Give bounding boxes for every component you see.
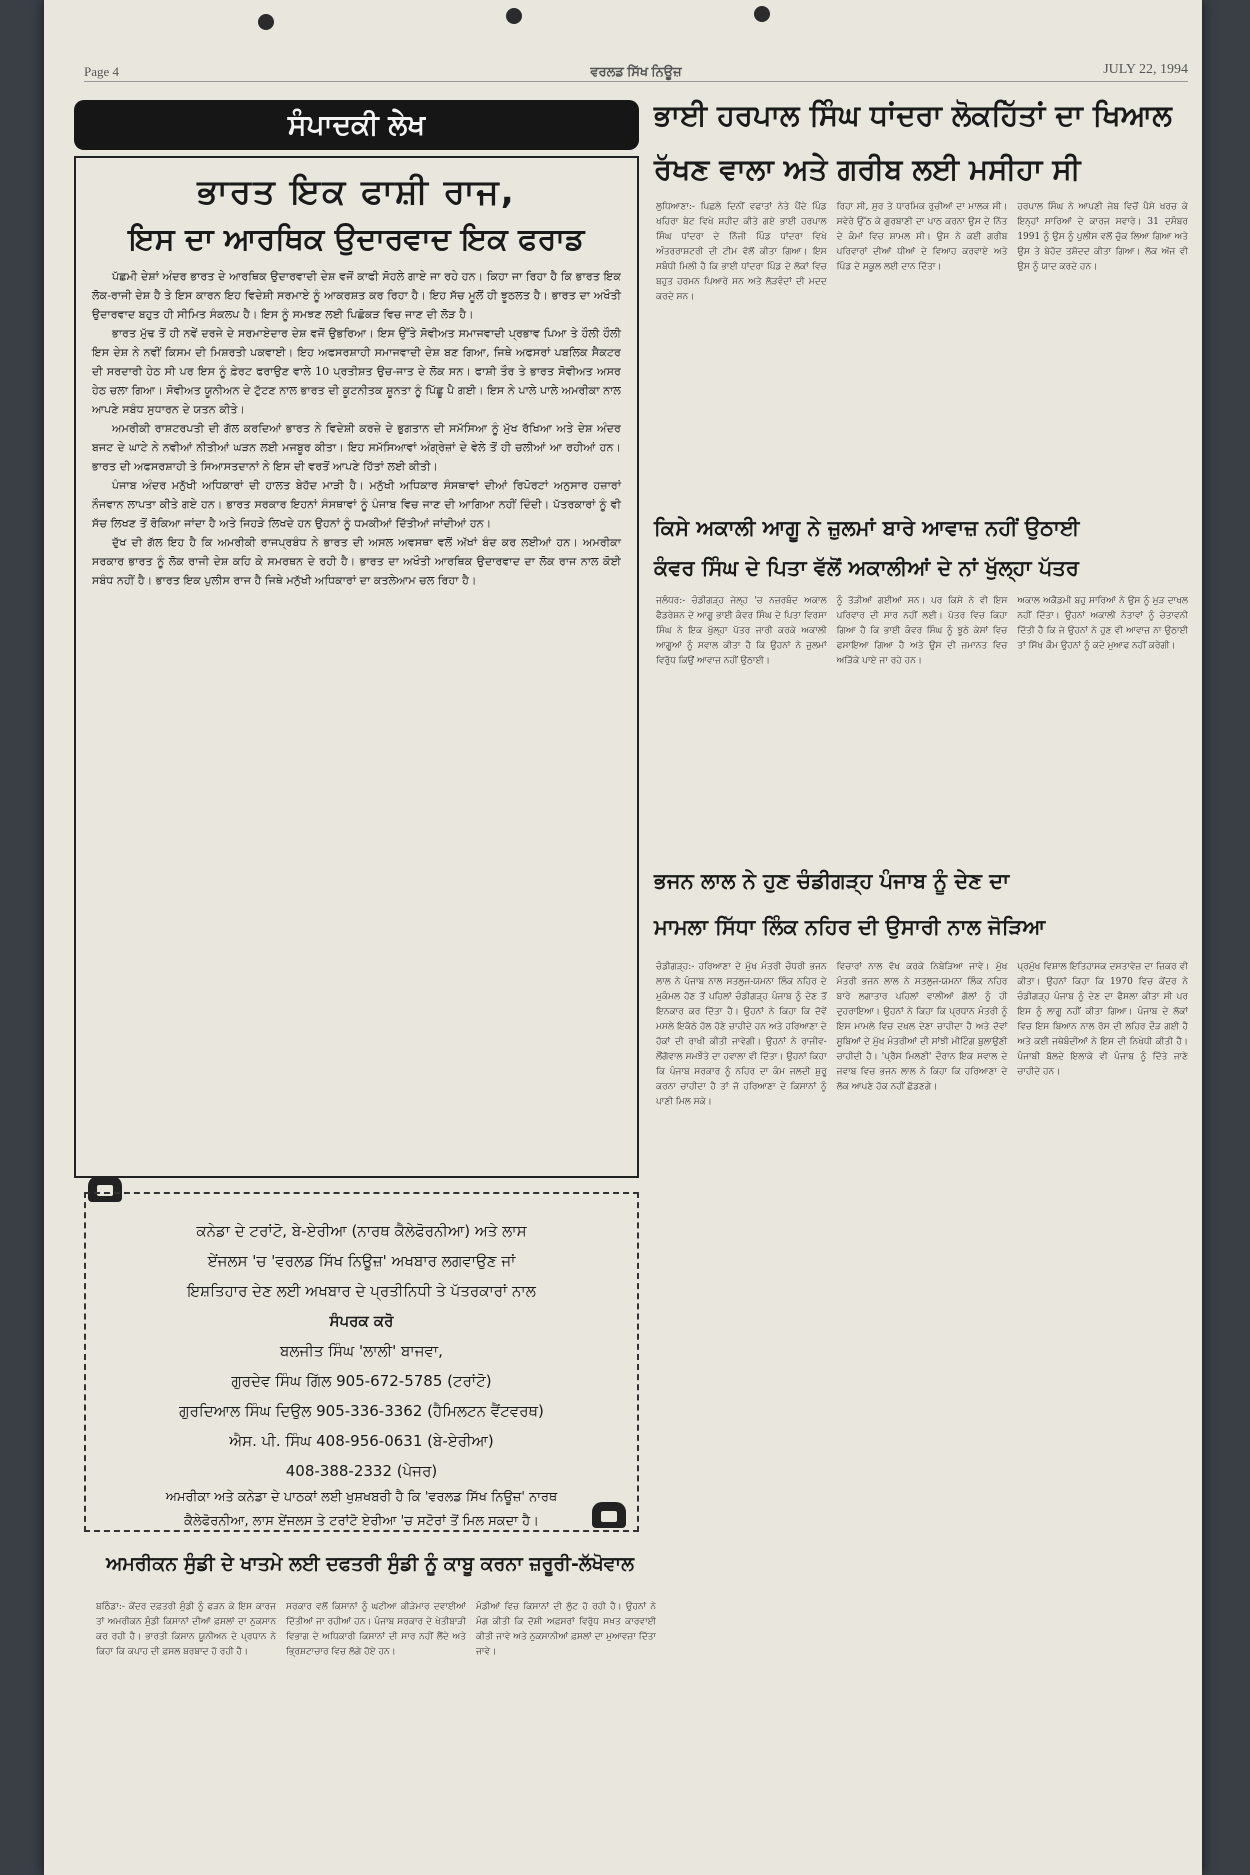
contact-note: ਕੈਲੇਫੋਰਨੀਆ, ਲਾਸ ਏਂਜਲਸ ਤੇ ਟਰਾਂਟੋ ਏਰੀਆ 'ਚ ਸਟੋਰਾਂ ਤੋਂ ਮਿਲ ਸਕਦਾ ਹੈ। [184, 1514, 539, 1529]
contact-phone: 408-388-2332 (ਪੇਜਰ) [285, 1462, 438, 1480]
editorial-paragraph: ਭਾਰਤ ਮੁੱਢ ਤੋਂ ਹੀ ਨਵੇਂ ਦਰਜੇ ਦੇ ਸਰਮਾਏਦਾਰ ਦੇਸ਼ ਵਜੋਂ ਉਭਰਿਆ। ਇਸ ਉੱਤੇ ਸੋਵੀਅਤ ਸਮਾਜਵਾਦੀ ਪ੍ਰਭਾਵ ਪਿਆ ਤੇ ਹੌਲੀ ਹੌਲੀ ਇਸ ਦੇਸ਼ ਨੇ ਨਵੀਂ ਕਿਸਮ ਦੀ ਮਿਸ਼ਰਤੀ ਪਕਵਾਈ। ਇਹ ਅਫਸਰਸ਼ਾਹੀ ਸਮਾਜਵਾਦੀ ਦੇਸ਼ ਬਣ ਗਿਆ, ਜਿਥੇ ਅਫਸਰਾਂ ਪਬਲਿਕ ਸੈਕਟਰ ਦੀ ਸਰਦਾਰੀ ਹੇਠ ਸੀ ਪਰ ਇਸ ਨੂੰ ਫ਼ੇਰਟ ਫਰਾਉਣ ਵਾਲੇ 10 ਪ੍ਰਤੀਸ਼ਤ ਉਚ-ਜਾਤ ਦੇ ਲੋਕ ਸਨ। ਫਾਸ਼ੀ ਤੌਰ ਤੇ ਭਾਰਤ ਸੋਵੀਅਤ ਅਸਰ ਹੇਠ ਚਲਾ ਗਿਆ। ਸੋਵੀਅਤ ਯੂਨੀਅਨ ਦੇ ਟੁੱਟਣ ਨਾਲ ਭਾਰਤ ਦੀ ਕੂਟਨੀਤਕ ਸ਼ੂਨਤਾ ਨੂੰ ਪਿੱਛੂ ਪੈ ਗਈ। ਇਸ ਨੇ ਪਾਲੇ ਪਾਲੇ ਅਮਰੀਕਾ ਨਾਲ ਆਪਣੇ ਸਬੰਧ ਸੁਧਾਰਨ ਦੇ ਯਤਨ ਕੀਤੇ। [92, 327, 621, 416]
editorial-title: ਭਾਰਤ ਇਕ ਫਾਸ਼ੀ ਰਾਜ, [197, 172, 516, 212]
page-folio [84, 60, 1188, 82]
headline-line: ਰੱਖਣ ਵਾਲਾ ਅਤੇ ਗਰੀਬ ਲਈ ਮਸੀਹਾ ਸੀ [654, 152, 1081, 186]
story-column: ਲੁਧਿਆਣਾ:- ਪਿਛਲੇ ਦਿਨੀਂ ਵਫਾਤਾਂ ਨੇਤੇ ਪੈਂਦੇ ਪਿੰਡ ਖਹਿਰਾ ਬੇਟ ਵਿਖੇ ਸ਼ਹੀਦ ਕੀਤੇ ਗਏ ਭਾਈ ਹਰਪਾਲ ਸਿੰਘ ਧਾਂਦਰਾ ਦੇ ਨਿੱਜੀ ਪਿੰਡ ਧਾਂਦਰਾ ਵਿਖੇ ਅੰਤਰਰਾਸ਼ਟਰੀ ਦੀ ਟੀਮ ਵੱਲੋਂ ਕੀਤਾ ਗਿਆ। ਇਸ ਸਬੰਧੀ ਮਿਲੀ ਹੈ ਕਿ ਭਾਈ ਧਾਂਦਰਾ ਪਿੰਡ ਦੇ ਲੋਕਾਂ ਵਿਚ ਬਹੁਤ ਹਰਮਨ ਪਿਆਰੇ ਸਨ ਅਤੇ ਲੋੜਵੰਦਾਂ ਦੀ ਮਦਦ ਕਰਦੇ ਸਨ। [656, 202, 827, 302]
contact-line: ਇਸ਼ਤਿਹਾਰ ਦੇਣ ਲਈ ਅਖਬਾਰ ਦੇ ਪ੍ਰਤੀਨਿਧੀ ਤੇ ਪੱਤਰਕਾਰਾਂ ਨਾਲ [187, 1282, 536, 1300]
headline-line: ਭਜਨ ਲਾਲ ਨੇ ਹੁਣ ਚੰਡੀਗੜ੍ਹ ਪੰਜਾਬ ਨੂੰ ਦੇਣ ਦਾ [654, 869, 1010, 893]
editorial-paragraph: ਪੰਜਾਬ ਅੰਦਰ ਮਨੁੱਖੀ ਅਧਿਕਾਰਾਂ ਦੀ ਹਾਲਤ ਬੇਹੱਦ ਮਾੜੀ ਹੈ। ਮਨੁੱਖੀ ਅਧਿਕਾਰ ਸੰਸਥਾਵਾਂ ਦੀਆਂ ਰਿਪੋਰਟਾਂ ਅਨੁਸਾਰ ਹਜ਼ਾਰਾਂ ਨੌਜਵਾਨ ਲਾਪਤਾ ਕੀਤੇ ਗਏ ਹਨ। ਭਾਰਤ ਸਰਕਾਰ ਇਹਨਾਂ ਸੰਸਥਾਵਾਂ ਨੂੰ ਪੰਜਾਬ ਵਿਚ ਜਾਣ ਦੀ ਆਗਿਆ ਨਹੀਂ ਦਿੰਦੀ। ਪੱਤਰਕਾਰਾਂ ਨੂੰ ਵੀ ਸੱਚ ਲਿਖਣ ਤੋਂ ਰੋਕਿਆ ਜਾਂਦਾ ਹੈ ਅਤੇ ਜਿਹੜੇ ਲਿਖਦੇ ਹਨ ਉਹਨਾਂ ਨੂੰ ਧਮਕੀਆਂ ਦਿੱਤੀਆਂ ਜਾਂਦੀਆਂ ਹਨ। [92, 479, 621, 530]
contact-line: ਕਨੇਡਾ ਦੇ ਟਰਾਂਟੋ, ਬੇ-ਏਰੀਆ (ਨਾਰਥ ਕੈਲੇਫੋਰਨੀਆ) ਅਤੇ ਲਾਸ [196, 1222, 527, 1240]
contact-heading: ਸੰਪਰਕ ਕਰੋ [329, 1312, 394, 1330]
contact-note: ਅਮਰੀਕਾ ਅਤੇ ਕਨੇਡਾ ਦੇ ਪਾਠਕਾਂ ਲਈ ਖੁਸ਼ਖਬਰੀ ਹੈ ਕਿ 'ਵਰਲਡ ਸਿੱਖ ਨਿਊਜ਼' ਨਾਰਥ [165, 1490, 558, 1505]
issue-date: JULY 22, 1994 [1103, 62, 1188, 77]
story-headline [654, 508, 1194, 588]
contact-name: ਬਲਜੀਤ ਸਿੰਘ 'ਲਾਲੀ' ਬਾਜਵਾ, [280, 1342, 443, 1360]
story-column: ਰਿਹਾ ਸੀ, ਸੁਰ ਤੇ ਧਾਰਮਿਕ ਰੁਚੀਆਂ ਦਾ ਮਾਲਕ ਸੀ। ਸਵੇਰੇ ਉੱਠ ਕੇ ਗੁਰਬਾਣੀ ਦਾ ਪਾਠ ਕਰਨਾ ਉਸ ਦੇ ਨਿੱਤ ਦੇ ਕੰਮਾਂ ਵਿਚ ਸ਼ਾਮਲ ਸੀ। ਉਸ ਨੇ ਕਈ ਗਰੀਬ ਪਰਿਵਾਰਾਂ ਦੀਆਂ ਧੀਆਂ ਦੇ ਵਿਆਹ ਕਰਵਾਏ ਅਤੇ ਪਿੰਡ ਦੇ ਸਕੂਲ ਲਈ ਦਾਨ ਦਿੱਤਾ। [836, 202, 1008, 272]
story-column: ਜਲੰਧਰ:- ਚੰਡੀਗੜ੍ਹ ਜੇਲ੍ਹ 'ਚ ਨਜ਼ਰਬੰਦ ਅਕਾਲ ਫੈਡਰੇਸ਼ਨ ਦੇ ਆਗੂ ਭਾਈ ਕੰਵਰ ਸਿੰਘ ਦੇ ਪਿਤਾ ਵਿਰਸਾ ਸਿੰਘ ਨੇ ਇਕ ਖੁੱਲ੍ਹਾ ਪੱਤਰ ਜਾਰੀ ਕਰਕੇ ਅਕਾਲੀ ਆਗੂਆਂ ਨੂੰ ਸਵਾਲ ਕੀਤਾ ਹੈ ਕਿ ਉਹਨਾਂ ਨੇ ਜ਼ੁਲਮਾਂ ਵਿਰੁੱਧ ਕਿਉਂ ਆਵਾਜ਼ ਨਹੀਂ ਉਠਾਈ। [656, 596, 827, 666]
editorial-paragraph: ਦੁੱਖ ਦੀ ਗੱਲ ਇਹ ਹੈ ਕਿ ਅਮਰੀਕੀ ਰਾਜਪ੍ਰਬੰਧ ਨੇ ਭਾਰਤ ਦੀ ਅਸਲ ਅਵਸਥਾ ਵਲੋਂ ਅੱਖਾਂ ਬੰਦ ਕਰ ਲਈਆਂ ਹਨ। ਅਮਰੀਕਾ ਸਰਕਾਰ ਭਾਰਤ ਨੂੰ ਲੋਕ ਰਾਜੀ ਦੇਸ਼ ਕਹਿ ਕੇ ਸਮਰਥਨ ਦੇ ਰਹੀ ਹੈ। ਭਾਰਤ ਦਾ ਅਖੌਤੀ ਆਰਥਿਕ ਉਦਾਰਵਾਦ ਦਾ ਲੋਕ ਰਾਜ ਨਾਲ ਕੋਈ ਸਬੰਧ ਨਹੀਂ ਹੈ। ਭਾਰਤ ਇਕ ਪੁਲੀਸ ਰਾਜ ਹੈ ਜਿਥੇ ਮਨੁੱਖੀ ਅਧਿਕਾਰਾਂ ਦਾ ਕਤਲੇਆਮ ਚਲ ਰਿਹਾ ਹੈ। [92, 536, 621, 587]
newspaper-page [44, 0, 1202, 1875]
story-column: ਪ੍ਰਮੁੱਖ ਵਿਸ਼ਾਲ ਇਤਿਹਾਸਕ ਦਸਤਾਵੇਜ਼ ਦਾ ਜ਼ਿਕਰ ਵੀ ਕੀਤਾ। ਉਹਨਾਂ ਕਿਹਾ ਕਿ 1970 ਵਿਚ ਕੇਂਦਰ ਨੇ ਚੰਡੀਗੜ੍ਹ ਪੰਜਾਬ ਨੂੰ ਦੇਣ ਦਾ ਫੈਸਲਾ ਕੀਤਾ ਸੀ ਪਰ ਇਸ ਨੂੰ ਲਾਗੂ ਨਹੀਂ ਕੀਤਾ ਗਿਆ। ਪੰਜਾਬ ਦੇ ਲੋਕਾਂ ਵਿਚ ਇਸ ਬਿਆਨ ਨਾਲ ਰੋਸ ਦੀ ਲਹਿਰ ਦੌੜ ਗਈ ਹੈ ਅਤੇ ਕਈ ਜਥੇਬੰਦੀਆਂ ਨੇ ਇਸ ਦੀ ਨਿਖੇਧੀ ਕੀਤੀ ਹੈ। ਪੰਜਾਬੀ ਬੋਲਦੇ ਇਲਾਕੇ ਵੀ ਪੰਜਾਬ ਨੂੰ ਦਿੱਤੇ ਜਾਣੇ ਚਾਹੀਦੇ ਹਨ। [1017, 962, 1188, 1077]
story-column: ਹਰਪਾਲ ਸਿੰਘ ਨੇ ਆਪਣੀ ਜੇਬ ਵਿਚੋਂ ਪੈਸੇ ਖਰਚ ਕੇ ਇਨ੍ਹਾਂ ਸਾਰਿਆਂ ਦੇ ਕਾਰਜ ਸਵਾਰੇ। 31 ਦਸੰਬਰ 1991 ਨੂੰ ਉਸ ਨੂੰ ਪੁਲੀਸ ਵਲੋਂ ਚੁੱਕ ਲਿਆ ਗਿਆ ਅਤੇ ਉਸ ਤੇ ਬੇਹੱਦ ਤਸ਼ੱਦਦ ਕੀਤਾ ਗਿਆ। ਲੋਕ ਅੱਜ ਵੀ ਉਸ ਨੂੰ ਯਾਦ ਕਰਦੇ ਹਨ। [1017, 202, 1188, 272]
contact-line: ਏਂਜਲਸ 'ਚ 'ਵਰਲਡ ਸਿੱਖ ਨਿਊਜ਼' ਅਖਬਾਰ ਲਗਵਾਉਣ ਜਾਂ [207, 1252, 516, 1270]
masthead: ਵਰਲਡ ਸਿੱਖ ਨਿਊਜ਼ [590, 64, 682, 79]
story-column: ਨੂੰ ਤੋੜੀਆਂ ਗਈਆਂ ਸਨ। ਪਰ ਕਿਸੇ ਨੇ ਵੀ ਇਸ ਪਰਿਵਾਰ ਦੀ ਸਾਰ ਨਹੀਂ ਲਈ। ਪੱਤਰ ਵਿਚ ਕਿਹਾ ਗਿਆ ਹੈ ਕਿ ਭਾਈ ਕੰਵਰ ਸਿੰਘ ਨੂੰ ਝੂਠੇ ਕੇਸਾਂ ਵਿਚ ਫਸਾਇਆ ਗਿਆ ਹੈ ਅਤੇ ਉਸ ਦੀ ਜ਼ਮਾਨਤ ਵਿਚ ਅੜਿੱਕੇ ਪਾਏ ਜਾ ਰਹੇ ਹਨ। [836, 596, 1008, 666]
story-column: ਚੰਡੀਗੜ੍ਹ:- ਹਰਿਆਣਾ ਦੇ ਮੁੱਖ ਮੰਤਰੀ ਚੌਧਰੀ ਭਜਨ ਲਾਲ ਨੇ ਪੰਜਾਬ ਨਾਲ ਸਤਲੁਜ-ਯਮਨਾ ਲਿੰਕ ਨਹਿਰ ਦੇ ਮੁਕੰਮਲ ਹੋਣ ਤੋਂ ਪਹਿਲਾਂ ਚੰਡੀਗੜ੍ਹ ਪੰਜਾਬ ਨੂੰ ਦੇਣ ਤੋਂ ਇਨਕਾਰ ਕਰ ਦਿੱਤਾ ਹੈ। ਉਹਨਾਂ ਨੇ ਕਿਹਾ ਕਿ ਦੋਵੇਂ ਮਸਲੇ ਇਕੱਠੇ ਹੱਲ ਹੋਣੇ ਚਾਹੀਦੇ ਹਨ ਅਤੇ ਹਰਿਆਣਾ ਦੇ ਹੱਕਾਂ ਦੀ ਰਾਖੀ ਕੀਤੀ ਜਾਵੇਗੀ। ਉਹਨਾਂ ਨੇ ਰਾਜੀਵ-ਲੌਂਗੋਵਾਲ ਸਮਝੌਤੇ ਦਾ ਹਵਾਲਾ ਵੀ ਦਿੱਤਾ। ਉਹਨਾਂ ਕਿਹਾ ਕਿ ਪੰਜਾਬ ਸਰਕਾਰ ਨੂੰ ਨਹਿਰ ਦਾ ਕੰਮ ਜਲਦੀ ਸ਼ੁਰੂ ਕਰਨਾ ਚਾਹੀਦਾ ਹੈ ਤਾਂ ਜੋ ਹਰਿਆਣਾ ਦੇ ਕਿਸਾਨਾਂ ਨੂੰ ਪਾਣੀ ਮਿਲ ਸਕੇ। [656, 962, 827, 1107]
editorial-banner: ਸੰਪਾਦਕੀ ਲੇਖ [74, 100, 639, 150]
headline-line: ਮਾਮਲਾ ਸਿੱਧਾ ਲਿੰਕ ਨਹਿਰ ਦੀ ਉਸਾਰੀ ਨਾਲ ਜੋੜਿਆ [654, 915, 1046, 939]
contact-phone: ਗੁਰਦਿਆਲ ਸਿੰਘ ਦਿਉਲ 905-336-3362 (ਹੈਮਿਲਟਨ ਵੈਂਟਵਰਥ) [179, 1402, 544, 1420]
editorial-paragraph: ਪੱਛਮੀ ਦੇਸ਼ਾਂ ਅੰਦਰ ਭਾਰਤ ਦੇ ਆਰਥਿਕ ਉਦਾਰਵਾਦੀ ਦੇਸ਼ ਵਜੋਂ ਕਾਫੀ ਸੋਹਲੇ ਗਾਏ ਜਾ ਰਹੇ ਹਨ। ਕਿਹਾ ਜਾ ਰਿਹਾ ਹੈ ਕਿ ਭਾਰਤ ਇਕ ਲੋਕ-ਰਾਜੀ ਦੇਸ਼ ਹੈ ਤੇ ਇਸ ਕਾਰਨ ਇਹ ਵਿਦੇਸ਼ੀ ਸਰਮਾਏ ਨੂੰ ਆਕਰਸ਼ਤ ਕਰ ਰਿਹਾ ਹੈ। ਇਹ ਸੱਚ ਮੂਲੋਂ ਹੀ ਝੂਠਲਤ ਹੈ। ਭਾਰਤ ਦਾ ਅਖੌਤੀ ਉਦਾਰਵਾਦ ਬਹੁਤ ਹੀ ਸੀਮਿਤ ਸੰਕਲਪ ਹੈ। ਇਸ ਨੂੰ ਸਮਝਣ ਲਈ ਪਿਛੋਕੜ ਵਿਚ ਜਾਣ ਦੀ ਲੋੜ ਹੈ। [92, 270, 621, 321]
headline-line: ਭਾਈ ਹਰਪਾਲ ਸਿੰਘ ਧਾਂਦਰਾ ਲੋਕਹਿੱਤਾਂ ਦਾ ਖਿਆਲ [654, 98, 1172, 132]
story-column: ਬਠਿੰਡਾ:- ਕੇਂਦਰ ਦਫ਼ਤਰੀ ਸੁੰਡੀ ਨੂੰ ਫੜਨ ਕੇ ਇਸ ਕਾਰਜ ਤਾਂ ਅਮਰੀਕਨ ਸੁੰਡੀ ਕਿਸਾਨਾਂ ਦੀਆਂ ਫ਼ਸਲਾਂ ਦਾ ਨੁਕਸਾਨ ਕਰ ਰਹੀ ਹੈ। ਭਾਰਤੀ ਕਿਸਾਨ ਯੂਨੀਅਨ ਦੇ ਪ੍ਰਧਾਨ ਨੇ ਕਿਹਾ ਕਿ ਕਪਾਹ ਦੀ ਫ਼ਸਲ ਬਰਬਾਦ ਹੋ ਰਹੀ ਹੈ। [96, 1602, 276, 1657]
headline-line: ਕੰਵਰ ਸਿੰਘ ਦੇ ਪਿਤਾ ਵੱਲੋਂ ਅਕਾਲੀਆਂ ਦੇ ਨਾਂ ਖੁੱਲ੍ਹਾ ਪੱਤਰ [654, 556, 1079, 580]
story-headline: ਅਮਰੀਕਨ ਸੁੰਡੀ ਦੇ ਖਾਤਮੇ ਲਈ ਦਫਤਰੀ ਸੁੰਡੀ ਨੂੰ ਕਾਬੂ ਕਰਨਾ ਜ਼ਰੂਰੀ-ਲੱਖੋਵਾਲ [106, 1553, 634, 1575]
punch-hole [258, 14, 274, 30]
story-columns [656, 594, 1188, 844]
editorial-paragraph: ਅਮਰੀਕੀ ਰਾਸ਼ਟਰਪਤੀ ਦੀ ਗੱਲ ਕਰਦਿਆਂ ਭਾਰਤ ਨੇ ਵਿਦੇਸ਼ੀ ਕਰਜ਼ੇ ਦੇ ਭੁਗਤਾਨ ਦੀ ਸਮੱਸਿਆ ਨੂੰ ਮੁੱਖ ਰੱਖਿਆ ਅਤੇ ਦੇਸ਼ ਅੰਦਰ ਬਜਟ ਦੇ ਘਾਟੇ ਨੇ ਨਵੀਆਂ ਨੀਤੀਆਂ ਘੜਨ ਲਈ ਮਜਬੂਰ ਕੀਤਾ। ਇਹ ਸਮੱਸਿਆਵਾਂ ਅੰਗ੍ਰੇਜ਼ਾਂ ਦੇ ਵੇਲੇ ਤੋਂ ਹੀ ਚਲੀਆਂ ਆ ਰਹੀਆਂ ਹਨ। ਭਾਰਤ ਦੀ ਅਫਸਰਸ਼ਾਹੀ ਤੇ ਸਿਆਸਤਦਾਨਾਂ ਨੇ ਇਸ ਦੀ ਵਰਤੋਂ ਆਪਣੇ ਹਿੱਤਾਂ ਲਈ ਕੀਤੀ। [92, 422, 621, 473]
story-column: ਵਿਚਾਰਾਂ ਨਾਲ ਵੱਖ ਕਰਕੇ ਨਿਬੇੜਿਆ ਜਾਵੇ। ਮੁੱਖ ਮੰਤਰੀ ਭਜਨ ਲਾਲ ਨੇ ਸਤਲੁਜ-ਯਮਨਾ ਲਿੰਕ ਨਹਿਰ ਬਾਰੇ ਲਗਾਤਾਰ ਪਹਿਲਾਂ ਵਾਲੀਆਂ ਗੱਲਾਂ ਨੂੰ ਹੀ ਦੁਹਰਾਇਆ। ਉਹਨਾਂ ਨੇ ਕਿਹਾ ਕਿ ਪ੍ਰਧਾਨ ਮੰਤਰੀ ਨੂੰ ਇਸ ਮਾਮਲੇ ਵਿਚ ਦਖਲ ਦੇਣਾ ਚਾਹੀਦਾ ਹੈ ਅਤੇ ਦੋਵਾਂ ਸੂਬਿਆਂ ਦੇ ਮੁੱਖ ਮੰਤਰੀਆਂ ਦੀ ਸਾਂਝੀ ਮੀਟਿੰਗ ਬੁਲਾਉਣੀ ਚਾਹੀਦੀ ਹੈ। 'ਪ੍ਰੈਸ ਮਿਲਣੀ' ਦੌਰਾਨ ਇਕ ਸਵਾਲ ਦੇ ਜਵਾਬ ਵਿਚ ਭਜਨ ਲਾਲ ਨੇ ਕਿਹਾ ਕਿ ਹਰਿਆਣਾ ਦੇ ਲੋਕ ਆਪਣੇ ਹੱਕ ਨਹੀਂ ਛੱਡਣਗੇ। [836, 962, 1008, 1092]
story-headline [654, 88, 1194, 196]
punch-hole [754, 6, 770, 22]
contact-box [84, 1192, 639, 1532]
editorial-box [74, 156, 639, 1178]
story-headline [654, 858, 1194, 950]
story-column: ਮੰਡੀਆਂ ਵਿਚ ਕਿਸਾਨਾਂ ਦੀ ਲੁੱਟ ਹੋ ਰਹੀ ਹੈ। ਉਹਨਾਂ ਨੇ ਮੰਗ ਕੀਤੀ ਕਿ ਦੋਸ਼ੀ ਅਫ਼ਸਰਾਂ ਵਿਰੁੱਧ ਸਖ਼ਤ ਕਾਰਵਾਈ ਕੀਤੀ ਜਾਵੇ ਅਤੇ ਨੁਕਸਾਨੀਆਂ ਫ਼ਸਲਾਂ ਦਾ ਮੁਆਵਜ਼ਾ ਦਿੱਤਾ ਜਾਵੇ। [476, 1602, 656, 1657]
punch-hole [506, 8, 522, 24]
page-number: Page 4 [84, 64, 120, 79]
story-columns [656, 200, 1188, 470]
story-columns [656, 960, 1188, 1870]
contact-phone: ਗੁਰਦੇਵ ਸਿੰਘ ਗਿੱਲ 905-672-5785 (ਟਰਾਂਟੋ) [231, 1372, 492, 1390]
editorial-body [92, 267, 621, 590]
story-column: ਸਰਕਾਰ ਵਲੋਂ ਕਿਸਾਨਾਂ ਨੂੰ ਘਟੀਆ ਕੀੜੇਮਾਰ ਦਵਾਈਆਂ ਦਿੱਤੀਆਂ ਜਾ ਰਹੀਆਂ ਹਨ। ਪੰਜਾਬ ਸਰਕਾਰ ਦੇ ਖੇਤੀਬਾੜੀ ਵਿਭਾਗ ਦੇ ਅਧਿਕਾਰੀ ਕਿਸਾਨਾਂ ਦੀ ਸਾਰ ਨਹੀਂ ਲੈਂਦੇ ਅਤੇ ਭ੍ਰਿਸ਼ਟਾਚਾਰ ਵਿਚ ਲੱਗੇ ਹੋਏ ਹਨ। [286, 1602, 466, 1657]
story-column: ਅਕਾਲ ਅਕੈਡਮੀ ਬਹੁ ਸਾਰਿਆਂ ਨੇ ਉਸ ਨੂੰ ਮੁੜ ਦਾਖਲ ਨਹੀਂ ਦਿੱਤਾ। ਉਹਨਾਂ ਅਕਾਲੀ ਨੇਤਾਵਾਂ ਨੂੰ ਚੇਤਾਵਨੀ ਦਿੱਤੀ ਹੈ ਕਿ ਜੇ ਉਹਨਾਂ ਨੇ ਹੁਣ ਵੀ ਆਵਾਜ਼ ਨਾ ਉਠਾਈ ਤਾਂ ਸਿੱਖ ਕੌਮ ਉਹਨਾਂ ਨੂੰ ਕਦੇ ਮੁਆਫ ਨਹੀਂ ਕਰੇਗੀ। [1017, 596, 1188, 651]
editorial-subtitle: ਇਸ ਦਾ ਆਰਥਿਕ ਉਦਾਰਵਾਦ ਇਕ ਫਰਾਡ [128, 222, 585, 257]
story-columns [96, 1600, 656, 1870]
headline-line: ਕਿਸੇ ਅਕਾਲੀ ਆਗੂ ਨੇ ਜ਼ੁਲਮਾਂ ਬਾਰੇ ਆਵਾਜ਼ ਨਹੀਂ ਉਠਾਈ [654, 516, 1080, 540]
contact-phone: ਐਸ. ਪੀ. ਸਿੰਘ 408-956-0631 (ਬੇ-ਏਰੀਆ) [229, 1432, 494, 1450]
telephone-icon [592, 1502, 626, 1528]
